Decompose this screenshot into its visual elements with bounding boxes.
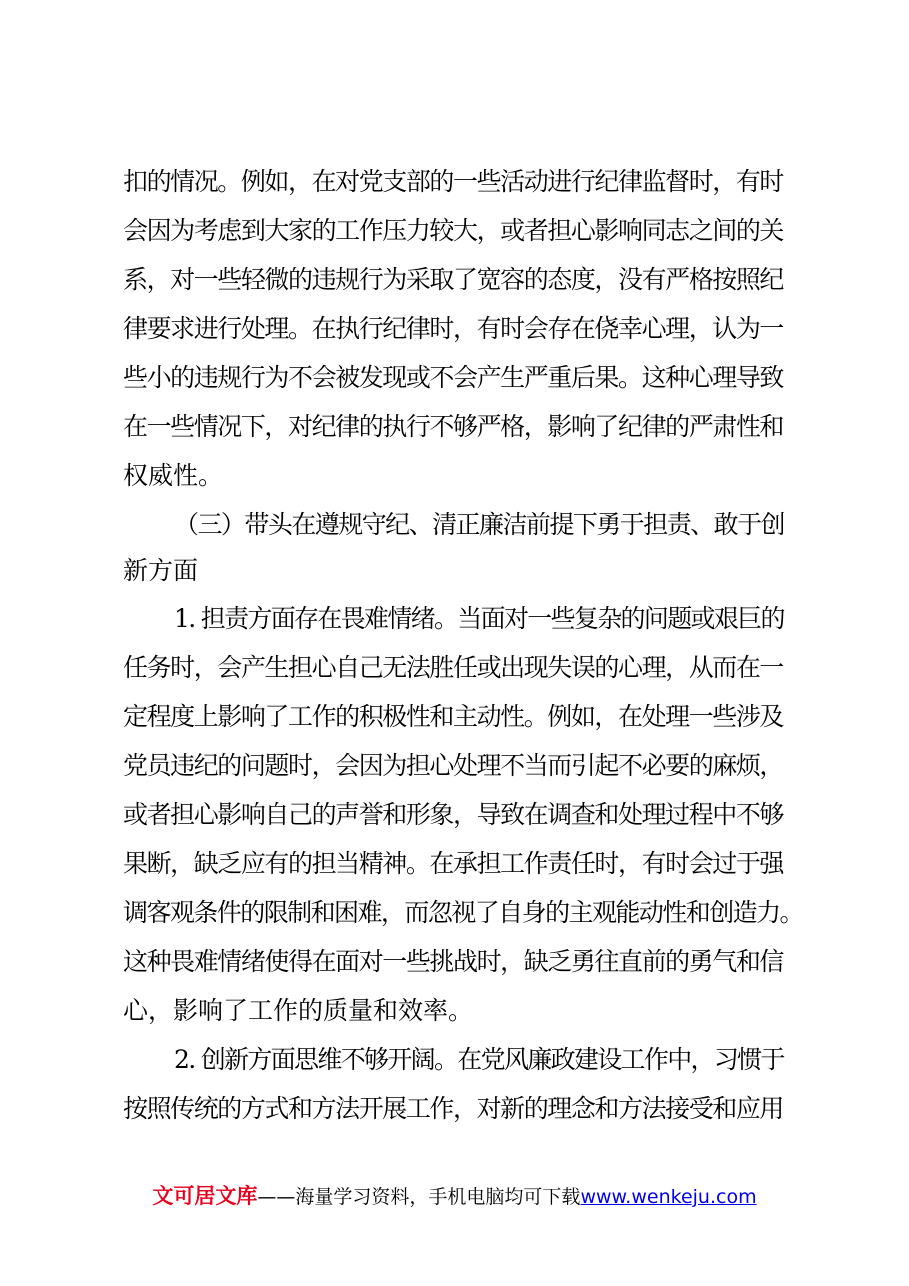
body-line-2: 会因为考虑到大家的工作压力较大，或者担心影响同志之间的关 — [123, 216, 784, 245]
body-line-10: 定程度上影响了工作的积极性和主动性。例如，在处理一些涉及 — [123, 702, 784, 731]
body-line-6: 在一些情况下，对纪律的执行不够严格，影响了纪律的严肃性和 — [123, 412, 784, 441]
body-line-16: 心，影响了工作的质量和效率。 — [123, 996, 474, 1025]
body-line-5: 些小的违规行为不会被发现或不会产生严重后果。这种心理导致 — [123, 363, 784, 392]
body-line-13: 果断，缺乏应有的担当精神。在承担工作责任时，有时会过于强 — [123, 849, 784, 878]
body-line-7: 权威性。 — [123, 461, 224, 490]
footer-link[interactable]: www.wenkeju.com — [580, 1186, 757, 1208]
section-heading-line-1: （三）带头在遵规守纪、清正廉洁前提下勇于担责、敢于创 — [174, 510, 785, 539]
body-line-11: 党员违纪的问题时，会因为担心处理不当而引起不必要的麻烦， — [123, 751, 784, 780]
body-line-8: 1. 担责方面存在畏难情绪。当面对一些复杂的问题或艰巨的 — [174, 604, 784, 633]
body-line-12: 或者担心影响自己的声誉和形象，导致在调查和处理过程中不够 — [123, 800, 784, 829]
body-line-1: 扣的情况。例如，在对党支部的一些活动进行纪律监督时，有时 — [123, 167, 784, 196]
body-line-14: 调客观条件的限制和困难，而忽视了自身的主观能动性和创造力。 — [123, 898, 804, 927]
footer-brand: 文可居文库 — [152, 1184, 258, 1208]
body-line-4: 律要求进行处理。在执行纪律时，有时会存在侥幸心理，认为一 — [123, 314, 784, 343]
body-line-18: 按照传统的方式和方法开展工作，对新的理念和方法接受和应用 — [123, 1094, 784, 1123]
section-heading-line-2: 新方面 — [123, 556, 199, 585]
body-line-9: 任务时，会产生担心自己无法胜任或出现失误的心理，从而在一 — [123, 653, 784, 682]
footer-banner — [0, 1181, 909, 1212]
body-line-17: 2. 创新方面思维不够开阔。在党风廉政建设工作中，习惯于 — [174, 1045, 784, 1074]
body-line-15: 这种畏难情绪使得在面对一些挑战时，缺乏勇往直前的勇气和信 — [123, 947, 784, 976]
body-line-3: 系，对一些轻微的违规行为采取了宽容的态度，没有严格按照纪 — [123, 265, 784, 294]
footer-tagline: ——海量学习资料，手机电脑均可下载 — [257, 1186, 581, 1208]
